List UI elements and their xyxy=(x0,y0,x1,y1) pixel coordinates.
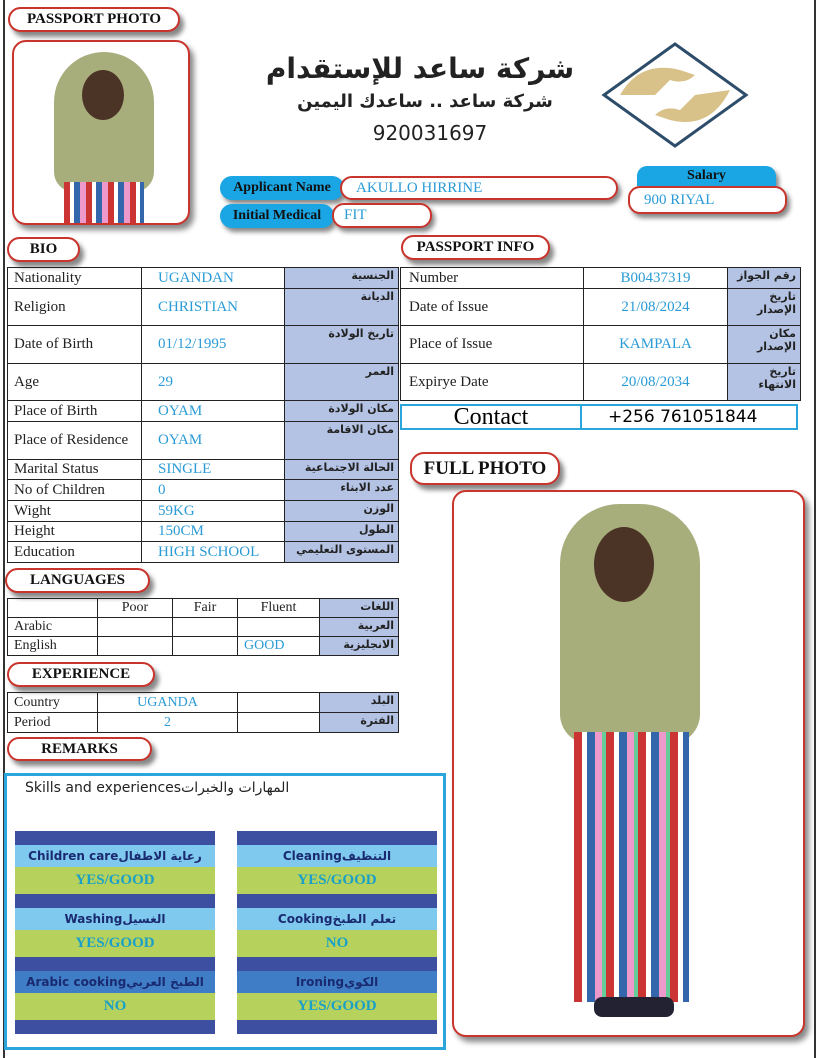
languages-label: LANGUAGES xyxy=(5,568,150,593)
helping-hands-icon xyxy=(600,40,750,150)
bio-field-label: Religion xyxy=(8,289,142,326)
bio-field-label: Wight xyxy=(8,501,142,522)
bio-field-value: OYAM xyxy=(142,401,285,422)
bio-row xyxy=(8,460,399,480)
bio-field-label: Place of Residence xyxy=(8,422,142,460)
bio-row xyxy=(8,542,399,563)
passport-field-label-ar: تاريخ الانتهاء xyxy=(728,364,801,401)
skill-name-ar: الكوي xyxy=(344,975,379,989)
bio-field-label-ar: مكان الولادة xyxy=(285,401,399,422)
skills-left-column xyxy=(15,831,215,1034)
bio-field-label: Education xyxy=(8,542,142,563)
bio-field-value: 29 xyxy=(142,364,285,401)
company-phone: 920031697 xyxy=(372,121,488,145)
full-photo-label: FULL PHOTO xyxy=(410,452,560,485)
skill-value: NO xyxy=(237,930,437,957)
bio-field-label: Place of Birth xyxy=(8,401,142,422)
languages-header-cell xyxy=(8,599,98,618)
initial-medical-label: Initial Medical xyxy=(220,204,334,228)
contact-row xyxy=(400,404,798,430)
bio-row xyxy=(8,364,399,401)
skill-divider xyxy=(15,957,215,971)
bio-field-value: UGANDAN xyxy=(142,268,285,289)
experience-label: EXPERIENCE xyxy=(7,662,155,687)
bio-row xyxy=(8,522,399,542)
bio-field-value: 0 xyxy=(142,480,285,501)
languages-header-cell: Fair xyxy=(173,599,238,618)
experience-cell: 2 xyxy=(98,713,238,733)
bio-row xyxy=(8,326,399,364)
bio-row xyxy=(8,401,399,422)
skill-divider xyxy=(15,1020,215,1034)
bio-row xyxy=(8,501,399,522)
bio-field-label: Nationality xyxy=(8,268,142,289)
passport-field-label-ar: تاريخ الإصدار xyxy=(728,289,801,326)
bio-field-label: Marital Status xyxy=(8,460,142,480)
skill-value: NO xyxy=(15,993,215,1020)
bio-field-value: 150CM xyxy=(142,522,285,542)
languages-cell: Arabic xyxy=(8,618,98,637)
bio-field-label-ar: الديانة xyxy=(285,289,399,326)
skill-name-en: Children care xyxy=(28,849,119,863)
bio-field-label-ar: الجنسية xyxy=(285,268,399,289)
company-tagline: شركة ساعد .. ساعدك اليمين xyxy=(297,91,553,112)
languages-header-cell: اللغات xyxy=(320,599,399,618)
experience-row xyxy=(8,713,399,733)
applicant-name-value: AKULLO HIRRINE xyxy=(340,176,618,200)
skills-title xyxy=(25,780,289,796)
bio-row xyxy=(8,268,399,289)
languages-cell: العربية xyxy=(320,618,399,637)
bio-field-label: Date of Birth xyxy=(8,326,142,364)
bio-field-value: CHRISTIAN xyxy=(142,289,285,326)
passport-field-label: Expirye Date xyxy=(401,364,584,401)
experience-cell: الفترة xyxy=(320,713,399,733)
skill-divider xyxy=(237,831,437,845)
passport-field-value: 20/08/2034 xyxy=(584,364,728,401)
experience-cell: UGANDA xyxy=(98,693,238,713)
bio-table xyxy=(7,267,399,563)
skill-divider xyxy=(237,894,437,908)
bio-label: BIO xyxy=(7,237,80,262)
languages-cell: GOOD xyxy=(238,637,320,656)
languages-cell: English xyxy=(8,637,98,656)
experience-row xyxy=(8,693,399,713)
bio-row xyxy=(8,480,399,501)
skill-value: YES/GOOD xyxy=(15,867,215,894)
skill-name-en: Washing xyxy=(64,912,123,926)
skill-value: YES/GOOD xyxy=(237,867,437,894)
languages-header-row xyxy=(8,599,399,618)
languages-cell xyxy=(173,637,238,656)
passport-field-label-ar: رقم الجواز xyxy=(728,268,801,289)
skill-divider xyxy=(237,957,437,971)
skill-name xyxy=(237,971,437,993)
skill-divider xyxy=(237,1020,437,1034)
languages-header-cell: Poor xyxy=(98,599,173,618)
skill-name xyxy=(15,908,215,930)
contact-label: Contact xyxy=(402,406,582,428)
passport-field-label: Number xyxy=(401,268,584,289)
passport-row xyxy=(401,289,801,326)
languages-cell xyxy=(98,637,173,656)
languages-table xyxy=(7,598,399,656)
bio-field-value: 01/12/1995 xyxy=(142,326,285,364)
languages-header-cell: Fluent xyxy=(238,599,320,618)
salary-label: Salary xyxy=(637,166,776,186)
skill-name-ar: الغسيل xyxy=(122,912,166,926)
passport-field-label-ar: مكان الإصدار xyxy=(728,326,801,364)
experience-cell: Country xyxy=(8,693,98,713)
bio-field-label-ar: العمر xyxy=(285,364,399,401)
languages-row xyxy=(8,637,399,656)
skill-value: YES/GOOD xyxy=(237,993,437,1020)
bio-field-value: SINGLE xyxy=(142,460,285,480)
skill-name xyxy=(15,971,215,993)
skill-name-ar: رعاية الاطفال xyxy=(118,849,202,863)
skill-name-ar: التنظيف xyxy=(341,849,392,863)
salary-value: 900 RIYAL xyxy=(628,186,787,214)
skill-name-ar: الطبخ العربي xyxy=(126,975,204,989)
experience-cell xyxy=(238,693,320,713)
languages-cell xyxy=(173,618,238,637)
passport-section xyxy=(400,267,800,430)
skill-divider xyxy=(15,831,215,845)
passport-field-label: Place of Issue xyxy=(401,326,584,364)
experience-cell xyxy=(238,713,320,733)
languages-cell xyxy=(238,618,320,637)
skill-divider xyxy=(15,894,215,908)
skills-panel xyxy=(4,773,446,1050)
skill-name xyxy=(237,908,437,930)
bio-field-label: No of Children xyxy=(8,480,142,501)
bio-field-label-ar: الوزن xyxy=(285,501,399,522)
bio-field-label-ar: تاريخ الولادة xyxy=(285,326,399,364)
full-photo xyxy=(452,490,805,1037)
languages-cell xyxy=(98,618,173,637)
languages-row xyxy=(8,618,399,637)
skill-name-ar: تعلم الطبخ xyxy=(332,912,397,926)
skills-title-ar: المهارات والخبرات xyxy=(181,780,290,796)
bio-field-label-ar: عدد الابناء xyxy=(285,480,399,501)
bio-row xyxy=(8,289,399,326)
skill-name-en: Ironing xyxy=(295,975,345,989)
passport-table xyxy=(400,267,801,401)
applicant-name-label: Applicant Name xyxy=(220,176,344,200)
initial-medical-value: FIT xyxy=(332,203,432,228)
passport-info-label: PASSPORT INFO xyxy=(401,235,550,260)
passport-field-value: B00437319 xyxy=(584,268,728,289)
skill-name-en: Arabic cooking xyxy=(26,975,127,989)
bio-field-label: Age xyxy=(8,364,142,401)
bio-field-value: 59KG xyxy=(142,501,285,522)
skill-name-en: Cleaning xyxy=(282,849,342,863)
bio-field-value: OYAM xyxy=(142,422,285,460)
remarks-label: REMARKS xyxy=(7,737,152,761)
bio-field-value: HIGH SCHOOL xyxy=(142,542,285,563)
skill-name xyxy=(15,845,215,867)
skills-right-column xyxy=(237,831,437,1034)
passport-row xyxy=(401,364,801,401)
passport-field-value: KAMPALA xyxy=(584,326,728,364)
passport-field-value: 21/08/2024 xyxy=(584,289,728,326)
skill-value: YES/GOOD xyxy=(15,930,215,957)
experience-cell: Period xyxy=(8,713,98,733)
passport-row xyxy=(401,326,801,364)
bio-field-label-ar: الحالة الاجتماعية xyxy=(285,460,399,480)
passport-field-label: Date of Issue xyxy=(401,289,584,326)
bio-field-label-ar: مكان الاقامة xyxy=(285,422,399,460)
bio-field-label-ar: المستوى التعليمي xyxy=(285,542,399,563)
passport-photo xyxy=(12,40,190,225)
languages-cell: الانجليزية xyxy=(320,637,399,656)
skill-name xyxy=(237,845,437,867)
bio-field-label: Height xyxy=(8,522,142,542)
passport-row xyxy=(401,268,801,289)
bio-row xyxy=(8,422,399,460)
skills-title-en: Skills and experiences xyxy=(25,780,182,796)
bio-field-label-ar: الطول xyxy=(285,522,399,542)
company-name: شركة ساعد للإستقدام xyxy=(265,52,575,85)
skill-name-en: Cooking xyxy=(277,912,333,926)
experience-cell: البلد xyxy=(320,693,399,713)
passport-photo-label: PASSPORT PHOTO xyxy=(8,7,180,32)
experience-table xyxy=(7,692,399,733)
contact-value: +256 761051844 xyxy=(608,407,758,427)
